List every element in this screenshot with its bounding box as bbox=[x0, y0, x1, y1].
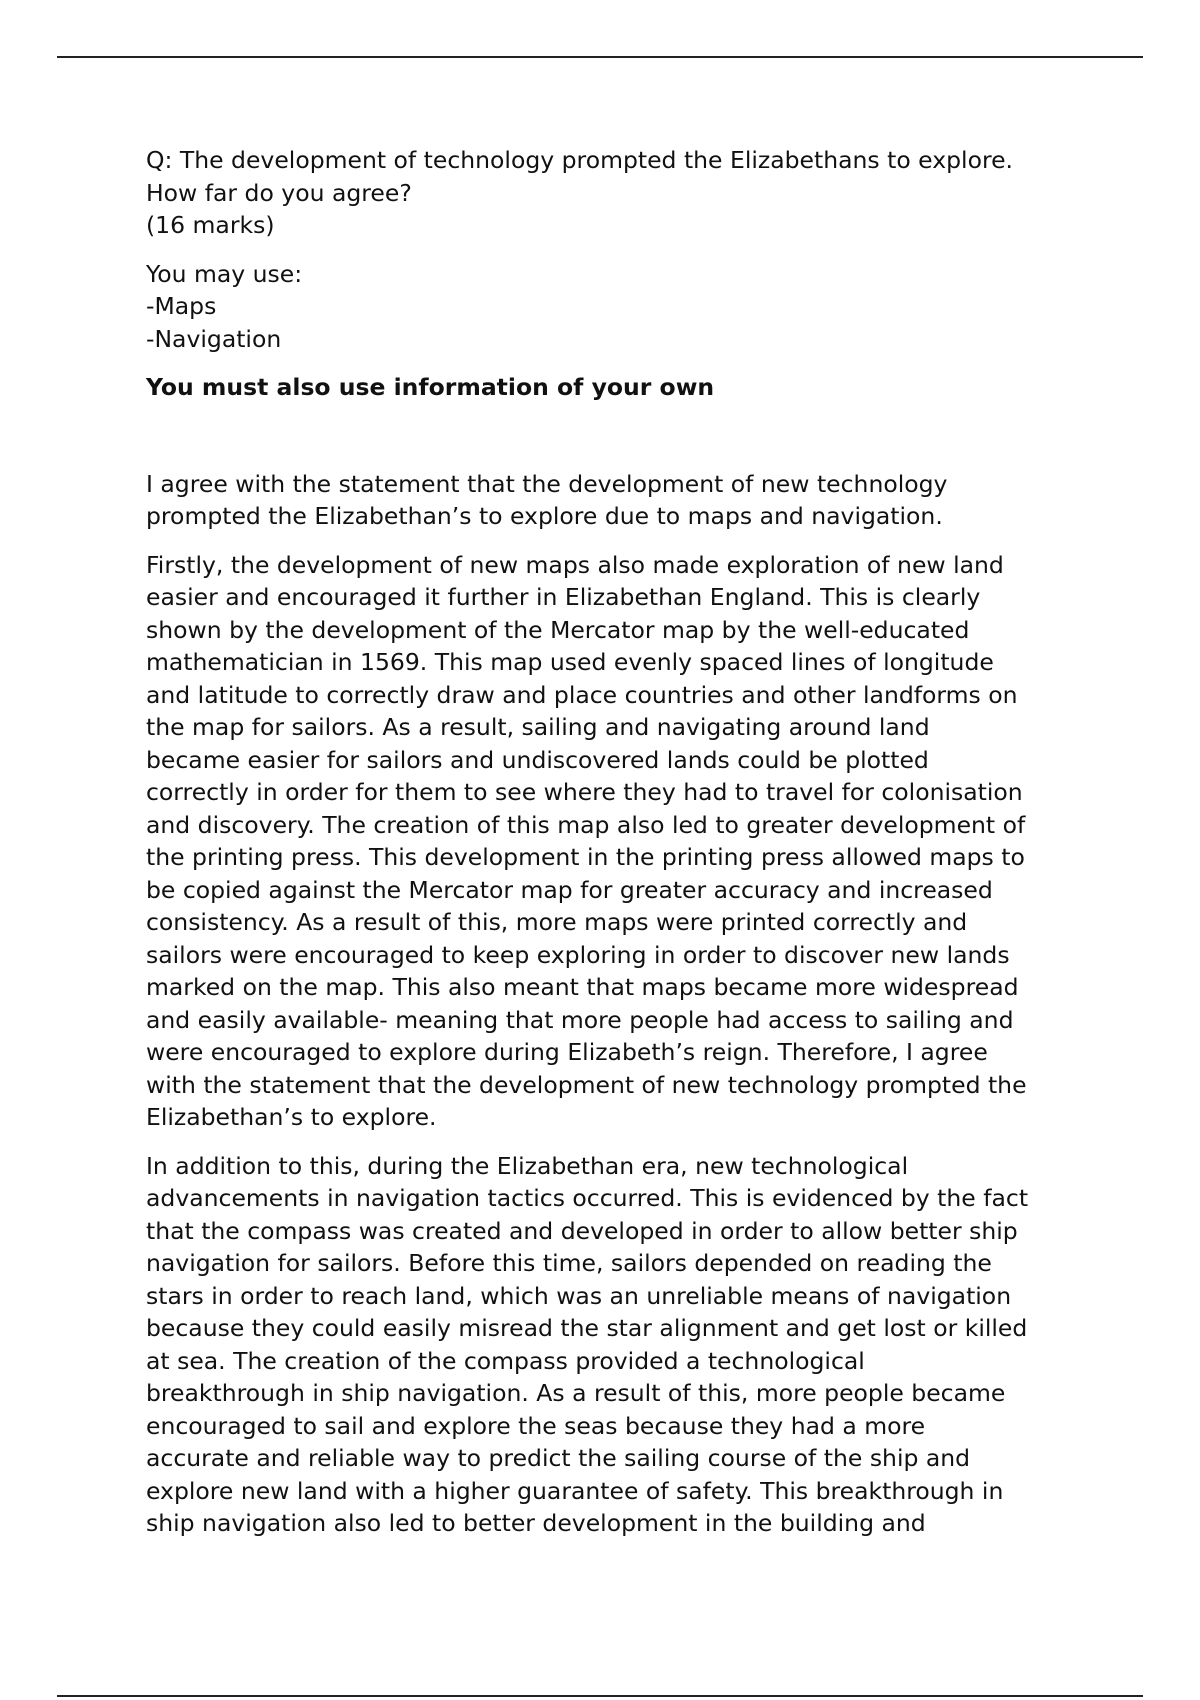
essay-line: easier and encouraged it further in Elizabethan England. This is clearly bbox=[146, 583, 981, 611]
essay-line: shown by the development of the Mercator map by the well-educated bbox=[146, 615, 970, 644]
own-information-instruction: You must also use information of your own bbox=[146, 373, 715, 401]
essay-line: explore new land with a higher guarantee of safety. This breakthrough in bbox=[146, 1476, 1004, 1505]
question-line: How far do you agree? bbox=[146, 178, 412, 207]
essay-paragraph bbox=[146, 549, 1066, 1134]
essay-line: were encouraged to explore during Elizabeth’s reign. Therefore, I agree bbox=[146, 1038, 988, 1066]
you-may-use-heading: You may use: bbox=[146, 259, 303, 288]
essay-line: at sea. The creation of the compass provided a technological bbox=[146, 1346, 865, 1375]
essay-line: and easily available- meaning that more people had access to sailing and bbox=[146, 1005, 1014, 1034]
use-item-navigation: -Navigation bbox=[146, 324, 282, 353]
essay-line: accurate and reliable way to predict the sailing course of the ship and bbox=[146, 1444, 971, 1472]
essay-paragraph bbox=[146, 468, 1066, 533]
essay-line: encouraged to sail and explore the seas because they had a more bbox=[146, 1411, 926, 1440]
essay-line: In addition to this, during the Elizabethan era, new technological bbox=[146, 1151, 909, 1180]
bottom-rule bbox=[57, 1695, 1143, 1697]
question-line: Q: The development of technology prompted the Elizabethans to explore. bbox=[146, 146, 1014, 174]
essay-line: stars in order to reach land, which was an unreliable means of navigation bbox=[146, 1281, 1012, 1310]
essay-line: became easier for sailors and undiscovered lands could be plotted bbox=[146, 745, 929, 774]
you-may-use-block bbox=[146, 258, 1066, 356]
essay-line: navigation for sailors. Before this time, sailors depended on reading the bbox=[146, 1249, 992, 1277]
use-item-maps: -Maps bbox=[146, 292, 217, 320]
essay-line: marked on the map. This also meant that maps became more widespread bbox=[146, 973, 1019, 1001]
question-block bbox=[146, 144, 1066, 242]
essay-line: prompted the Elizabethan’s to explore due to maps and navigation. bbox=[146, 502, 943, 530]
marks-line: (16 marks) bbox=[146, 211, 275, 239]
essay-line: correctly in order for them to see where they had to travel for colonisation bbox=[146, 778, 1023, 806]
essay-line: the printing press. This development in the printing press allowed maps to bbox=[146, 843, 1025, 871]
essay-line: mathematician in 1569. This map used evenly spaced lines of longitude bbox=[146, 648, 994, 676]
essay-line: advancements in navigation tactics occurred. This is evidenced by the fact bbox=[146, 1184, 1029, 1212]
essay-line: consistency. As a result of this, more maps were printed correctly and bbox=[146, 908, 968, 936]
essay-line: and discovery. The creation of this map also led to greater development of bbox=[146, 810, 1026, 839]
essay-line: breakthrough in ship navigation. As a result of this, more people became bbox=[146, 1379, 1006, 1407]
essay-line: and latitude to correctly draw and place countries and other landforms on bbox=[146, 680, 1018, 709]
essay-line: because they could easily misread the star alignment and get lost or killed bbox=[146, 1314, 1028, 1342]
essay-line: be copied against the Mercator map for greater accuracy and increased bbox=[146, 875, 993, 904]
essay-line: the map for sailors. As a result, sailing and navigating around land bbox=[146, 713, 930, 741]
essay-paragraph bbox=[146, 1150, 1066, 1540]
document-body bbox=[146, 144, 1066, 1556]
essay-line: ship navigation also led to better development in the building and bbox=[146, 1509, 926, 1537]
essay-line: Elizabethan’s to explore. bbox=[146, 1103, 437, 1131]
essay-line: with the statement that the development of new technology prompted the bbox=[146, 1070, 1027, 1099]
essay-line: Firstly, the development of new maps also made exploration of new land bbox=[146, 550, 1004, 579]
essay-answer bbox=[146, 468, 1066, 1540]
top-rule bbox=[57, 56, 1143, 58]
essay-line: sailors were encouraged to keep exploring in order to discover new lands bbox=[146, 940, 1010, 969]
essay-line: that the compass was created and developed in order to allow better ship bbox=[146, 1216, 1018, 1245]
essay-line: I agree with the statement that the development of new technology bbox=[146, 469, 948, 498]
